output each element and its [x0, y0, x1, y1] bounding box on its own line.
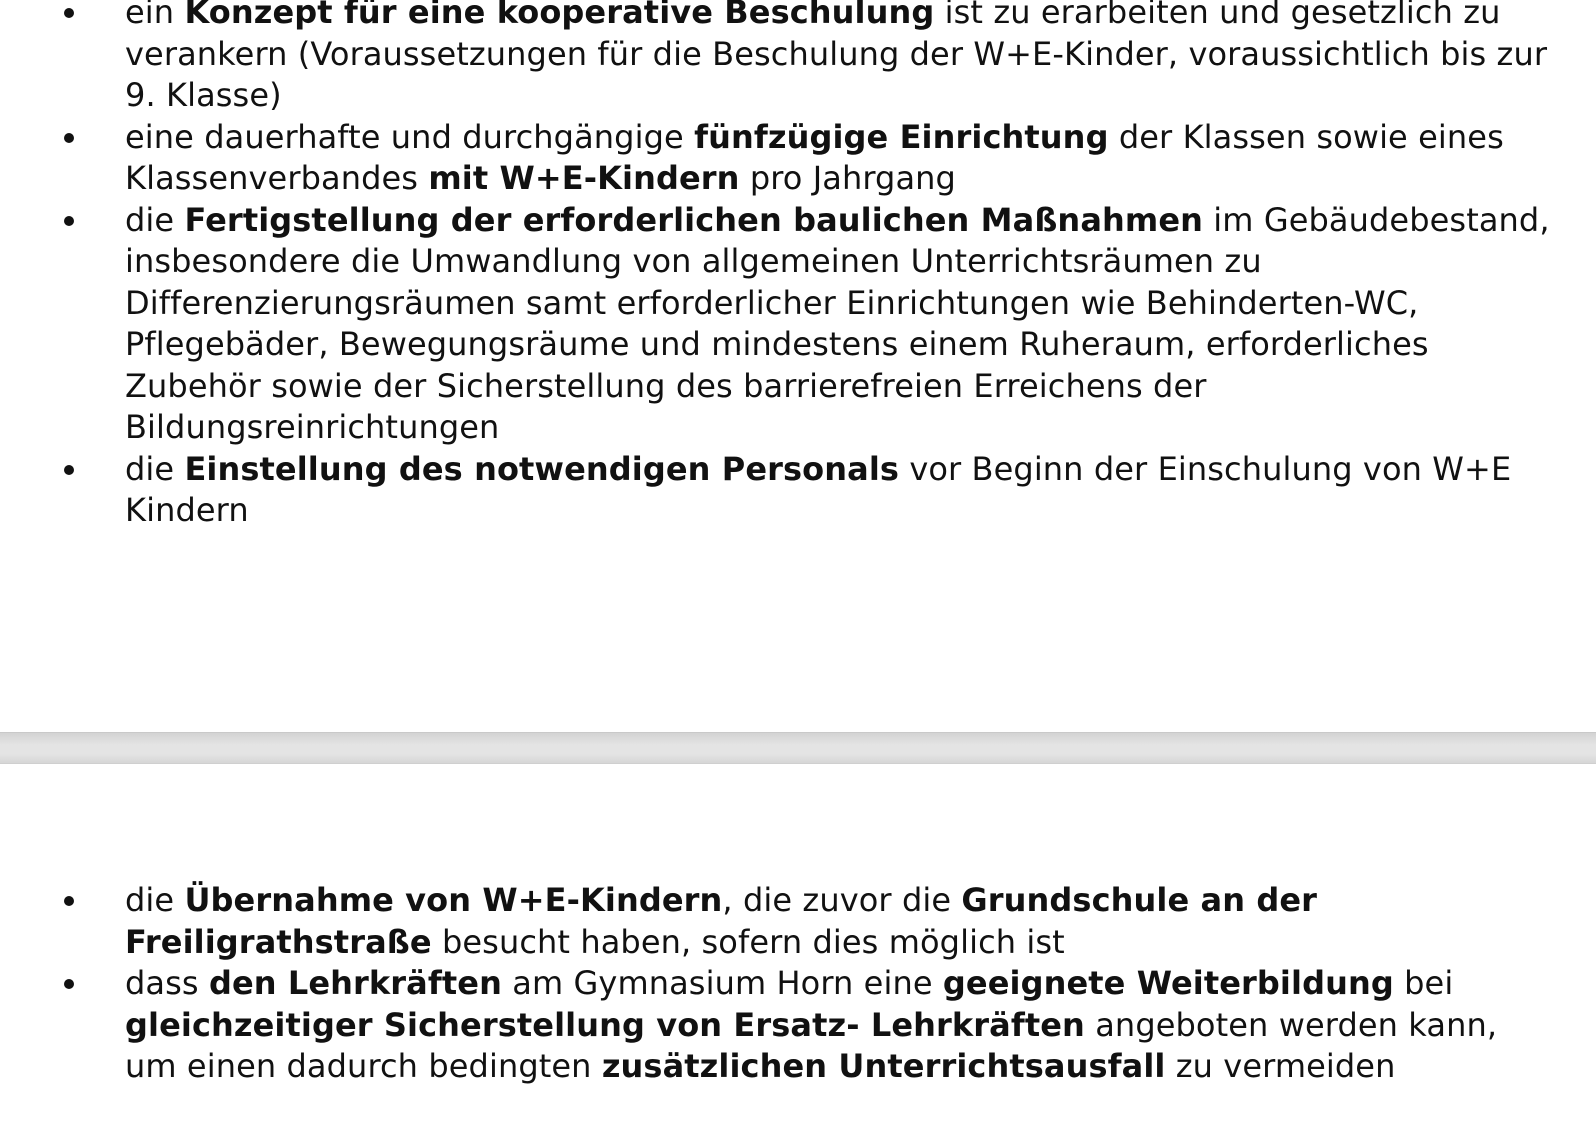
item-bold-text: den Lehrkräften	[208, 964, 502, 1002]
item-text: pro Jahrgang	[739, 159, 956, 197]
item-bold-text: gleichzeitiger Sicherstellung von Ersatz- Lehrkräften	[125, 1005, 1085, 1044]
list-item	[0, 449, 1596, 532]
bullet-list-top	[0, 0, 1596, 532]
item-bold-text: Fertigstellung der erforderlichen baulichen Maßnahmen	[184, 200, 1204, 239]
page-separator	[0, 732, 1596, 764]
bullet-icon	[64, 8, 74, 18]
item-text: dass	[125, 964, 209, 1002]
item-text: vor Beginn der Einschulung von W+E Kindern	[125, 449, 1512, 529]
item-bold-text: Übernahme von W+E-Kindern	[184, 881, 723, 919]
item-text: eine dauerhafte und durchgängige	[125, 117, 695, 156]
item-bold-text: geeignete Weiterbildung	[942, 964, 1394, 1002]
item-bold-text: Konzept für eine kooperative Beschulung	[184, 0, 935, 31]
item-bold-text: Einstellung des notwendigen Personals	[184, 449, 900, 488]
item-text: der Klassen sowie eines Klassenverbandes	[125, 117, 1504, 197]
bullet-icon	[64, 979, 74, 989]
list-item	[0, 880, 1596, 963]
list-item	[0, 963, 1596, 1088]
list-item	[0, 200, 1596, 449]
item-text: im Gebäudebestand, insbesondere die Umwandlung von allgemeinen Unterrichtsräumen zu Differenzierungsräumen samt erforderlicher Einrichtungen wie Behinderten-WC, Pflegebäder, Bewegungsräume und mindestens einem Ruheraum, erforderliches Zubehör sowie der Sicherstellung des barrierefreien Erreichens der Bildungsreinrichtungen	[125, 200, 1550, 446]
item-text: am Gymnasium Horn eine	[501, 964, 943, 1002]
item-text: bei	[1393, 964, 1454, 1002]
item-text: die	[125, 449, 185, 488]
document-page-bottom	[0, 764, 1596, 1123]
item-text: angeboten werden kann, um einen dadurch bedingten	[125, 1005, 1498, 1085]
bullet-icon	[64, 216, 74, 226]
item-text: zu vermeiden	[1165, 1047, 1396, 1085]
list-item	[0, 0, 1596, 117]
item-text: , die zuvor die	[722, 881, 962, 919]
item-bold-text: fünfzügige Einrichtung	[694, 117, 1109, 156]
item-text: die	[125, 881, 185, 919]
item-text: besucht haben, sofern dies möglich ist	[431, 922, 1065, 961]
bullet-list-bottom	[0, 880, 1596, 1088]
item-text: die	[125, 200, 185, 239]
bullet-icon	[64, 133, 74, 143]
list-item	[0, 117, 1596, 200]
bullet-icon	[64, 896, 74, 906]
item-text: ist zu erarbeiten und gesetzlich zu verankern (Voraussetzungen für die Beschulung der W+E-Kinder, voraussichtlich bis zur 9. Klasse)	[125, 0, 1548, 114]
bullet-icon	[64, 465, 74, 475]
item-text: ein	[125, 0, 185, 31]
item-bold-text: zusätzlichen Unterrichtsausfall	[601, 1047, 1166, 1085]
item-bold-text: mit W+E-Kindern	[428, 159, 740, 197]
item-bold-text: Grundschule an der Freiligrathstraße	[125, 881, 1318, 961]
